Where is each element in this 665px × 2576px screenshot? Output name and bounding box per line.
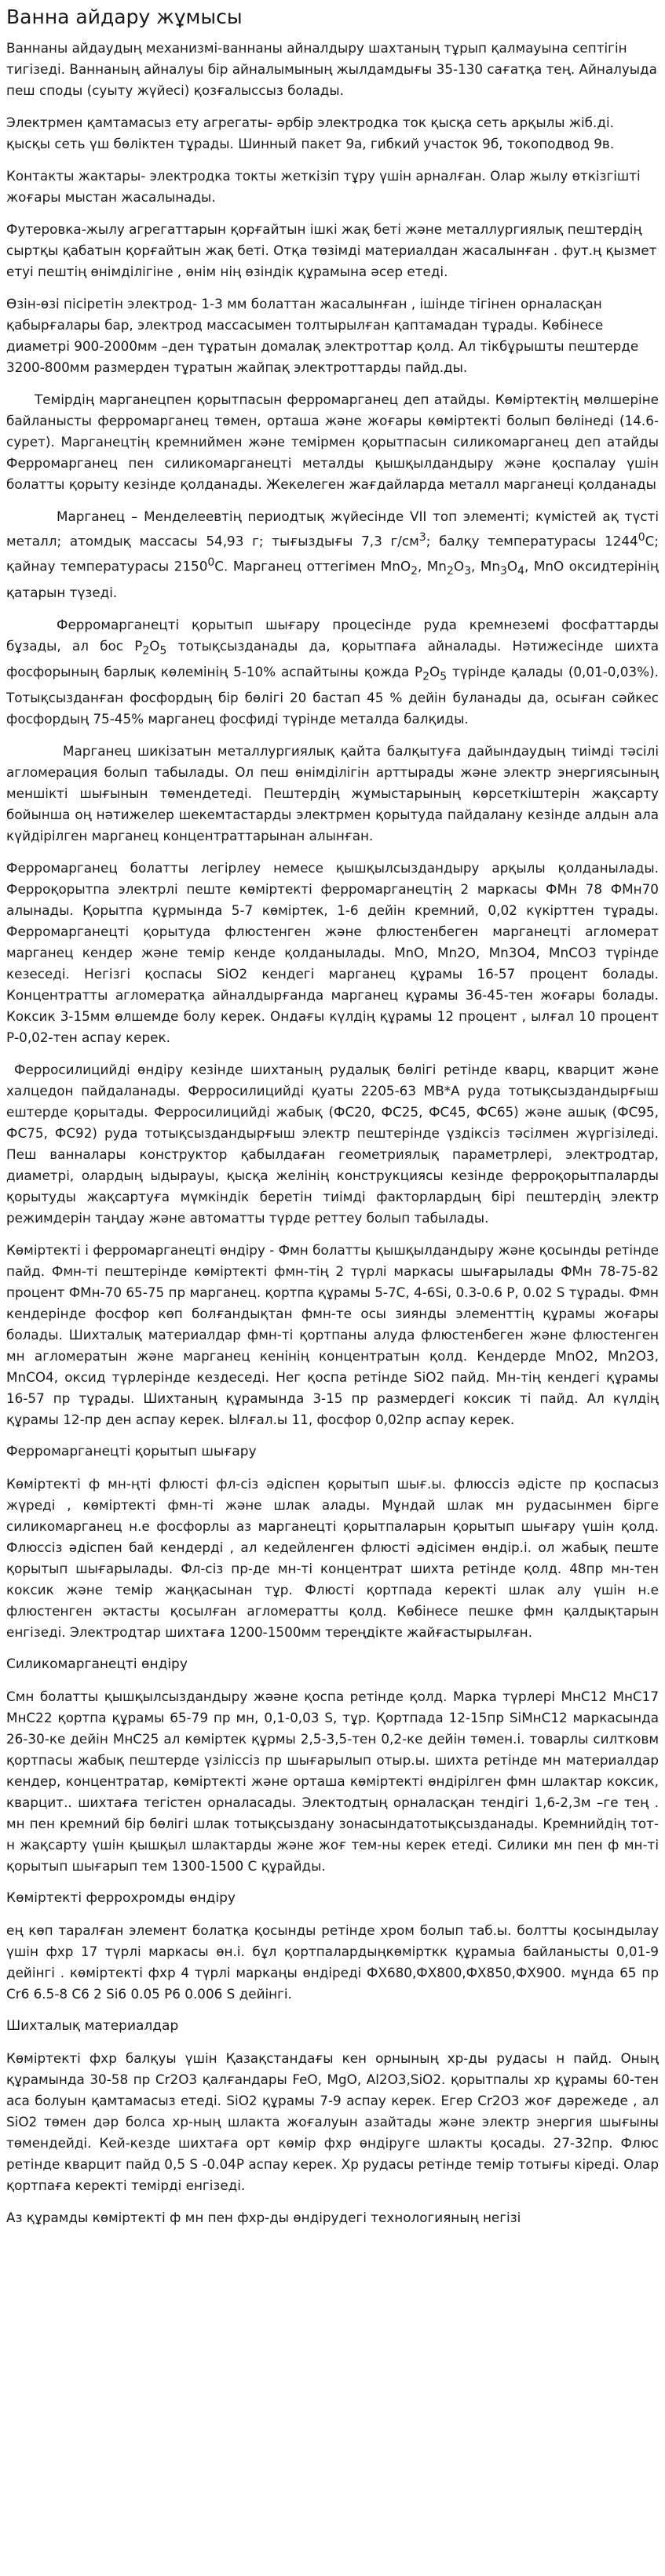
paragraph-flux-methods: Көміртекті ф мн-ңті флюсті фл-сіз әдіспен қорытып шығ.ы. флюссіз әдісте пр қоспасыз жүреді , көміртекті фмн-ті және шлак алады. Мұндай шлак мн рудасынмен бірге силикомарганец н.е фосфорлы аз марганецті қорытпаларын қорытып шығару үшін қолд. Флюссіз әдіспен бай кендерді , ал кедейленген флюсті әдісімен өндір.і. ол жабық пеште қорытып шығарылады. Фл-сіз пр-де мн-ті концентрат шихта ретінде қолд. 48пр мн-тен коксик және темір жаңқасынан тұр. Флюсті қортпада керекті шлак алу үшін н.е флюстенген әктасты қосылған агломератты қолд. Көбінесе пешке фмн қалдықтарын енгізеді. Электродтар шихтаға 1200-1500мм тереңдікте жайғастырылған. — [6, 1476, 659, 1641]
heading-ferromanganese-smelting: Ферромарганецті қорытып шығару — [6, 1444, 257, 1460]
paragraph-ferromanganese-use: Ферромарганец болатты легірлеу немесе қышқылсыздандыру арқылы қолданылады. Ферроқорытпа электрлі пеште көміртекті ферромарганецтің 2 маркасы ФМн 78 ФМн70 алынады. Қорытпа құрмында 5-7 көміртек, 1-6 дейін кремний, 0,02 күкірттен тұрады. Ферромарганецті қорытуда флюстенген және флюстенбеген марганецті агломерат марганец кендер және темір кенде қолданылады. MnO, Mn2O, Mn3O4, MnCO3 түрінде кезеседі. Негізгі қоспасы SiO2 кендегі марганец құрамы 16-57 процент болады. Концентратты агломератқа айналдырғанда марганец құрамы 36-45-тен жоғары болады. Коксик 3-15мм өлшемде болу керек. Ондағы күлдің құрамы 12 процент , ылғал 10 процент Р-0,02-тен аспау керек. — [6, 860, 659, 1046]
paragraph-low-carbon-intro: Аз құрамды көміртекті ф мн пен фхр-ды өндірудегі технологияның негізі — [6, 2210, 521, 2226]
paragraph-manganese-properties: Марганец – Менделеевтің периодтық жүйесінде VII топ элементі; күмістей ақ түсті металл; атомдық массасы 54,93 г; тығыздығы 7,3 $г/см^3$; балқу температурасы 1244$^0$С; қайнау температурасы 2150$^0$С. Марганец оттегімен MnO$_2$, $Mn_2O_3$, $Mn_3O_4$, MnO оксидтерінің қатарын түзеді. — [6, 508, 659, 600]
paragraph-phosphorus-behaviour: Ферромарганецті қорытып шығару процесінде руда кремнеземі фосфаттарды бұзады, ал бос $P_2O_5$ тотықсызданады да, қорытпаға айналады. Нәтижесінде шихта фосфорының барлық көлемінің 5-10% аспайтыны қожда $P_2O_5$ түрінде қалады (0,01-0,03%). Тотықсызданған фосфордың бір бөлігі 20 бастап 45 % дейін буланады да, осыған сәйкес фосфордың 75-45% марганец фосфиді түрінде металда балқиды. — [6, 616, 659, 727]
paragraph-contact-jaws: Контакты жактары- электродка токты жеткізіп тұру үшін арналған. Олар жылу өткізгішті жоғары мыстан жасалынады. — [6, 168, 641, 205]
page-title: Ванна айдару жұмысы — [6, 5, 243, 28]
paragraph-ferrosilicon: Ферросилицийді өндіру кезінде шихтаның рудалық бөлігі ретінде кварц, кварцит және халцедон пайдаланады. Ферросилицийді қуаты 2205-63 МВ*А руда тотықсыздандырғыш ештерде қорытады. Ферросилицийді жабық (ФС20, ФС25, ФС45, ФС65) және ашық (ФС95, ФС75, ФС92) руда тотықсыздандырғыш электр пештерінде үздіксіз тәсілмен жүргізіледі. Пеш ванналары конструктор қабылдаған геометриялық параметрлері, электродтар, диаметрі, олардың ыдырауы, қысқа желінің конструкциясы кезінде ферроқорытпаларды қорытуды жақсартуға мүмкіндік беретін тиімді факторлардың бірі пештердің электр режимдерін таңдау және автоматты түрде реттеу болып табылады. — [6, 1062, 659, 1226]
paragraph-carbon-ferromanganese: Көміртекті і ферромарганецті өндіру - Фмн болатты қышқылдандыру және қосынды ретінде пайд. Фмн-ті пештерінде көміртекті фмн-тің 2 түрлі маркасы шығарылады ФМн 78-75-82 процент ФМн-70 65-75 пр марганец. қортпа құрамы 5-7С, 4-6Si, 0.3-0.6 Р, 0.02 S тұрады. Фмн кендерінде фосфор көп болғандықтан фмн-те осы зиянды элементтің құрамы жоғары болады. Шихталық материалдар фмн-ті қортпаны алуда флюстенбеген және флюстенген мн агломератын және марганец кенінің концентратын қолд. Кендерде MnO2, Mn2O3, MnCO4, оксид түрлерінде кездеседі. Нег қоспа ретінде SiO2 пайд. Мн-тің кендегі құрамы 16-57 пр тұрады. Шихтаның құрамында 3-15 пр размердегі коксик ті пайд. Ал күлдің құрамы 12-пр ден аспау керек. Ылғал.ы 11, фосфор 0,02пр аспау керек. — [6, 1242, 659, 1428]
heading-ferrochrome: Көміртекті феррохромды өндіру — [6, 1890, 236, 1907]
paragraph-self-baking-electrode: Өзін-өзі пісіретін электрод- 1-3 мм болаттан жасалынған , ішінде тігінен орналасқан қабырғалары бар, электрод массасымен толтырылған қаптамадан тұрады. Көбінесе диаметрі 900-2000мм –ден тұратын домалақ электроттар қолд. Ал тікбұрышты пештерде 3200-800мм размерден тұратын жайпақ электроттарды пайд.ды. — [6, 296, 639, 375]
paragraph-bath-rotation: Ваннаны айдаудың механизмі-ваннаны айналдыру шахтаның тұрып қалмауына септігін тигізеді. Ваннаның айналуы бір айналымының жылдамдығы 35-130 сағатқа тең. Айналуыда пеш споды (суыту жүйесі) қозғалыссыз болады. — [6, 40, 657, 98]
heading-charge-materials: Шихталық материалдар — [6, 2018, 179, 2035]
paragraph-charge-materials: Көміртекті фхр балқуы үшін Қазақстандағы кен орнының хр-ды рудасы н пайд. Оның құрамында 30-58 пр Cr2O3 қалғандары FeO, MgO, Al2O3,SiO2. қорытпалы хр құрамы 60-тен аса болуын қамтамасыз етеді. SiO2 құрамы 7-9 аспау керек. Егер Cr2O3 жоғ дәрежеде , ал SiO2 төмен дәр болса хр-ның шлакта жоғалуын азайтады және электр энергия шығыны төмендейді. Кей-кезде шихтаға орт көмір фхр өндіруге шлакты қосады. 27-32пр. Флюс ретінде кварцит пайд 0,5 S -0.04Р аспау керек. Хр рудасы ретінде темір тотығы кіреді. Олар қортпаға керекті темірді енгізеді. — [6, 2050, 659, 2194]
paragraph-silicomanganese: Смн болатты қышқылсыздандыру жәәне қоспа ретінде қолд. Марка түрлері МнС12 МнС17 МнС22 қортпа құрамы 65-79 пр мн, 0,1-0,03 S, тұр. Қортпада 12-15пр SiМнС12 маркасында 26-30-ке дейін МнС25 ал көміртек құрмы 2,5-3,5-тен 0,2-ке дейін төмен.і. товарлы силтковм қортпасы жабық пештерде үзіліссіз пр шығарылып отыр.ы. шихта ретінде мн материалдар кендер, концентратар, көміртекті және орташа көміртекті өндірілген фмн шлактар коксик, кварцит.. шихтаға тегістен орналасады. Электодтың орналасқан тендігі 1,6-2,3м –ге тең . мн пен кремний бір бөлігі шлак тотықсыздану зонасындатотықсызданады. Кремнийдің тот-н жақсарту үшін қышқыл шлактарды және жоғ тем-ны керек етеді. Силики мн пен ф мн-ті қорытып шығарып тем 1300-1500 С құрайды. — [6, 1689, 659, 1875]
paragraph-agglomeration: Марганец шикізатын металлургиялық қайта балқытуға дайындаудың тиімді тәсілі агломерация болып табылады. Ол пеш өнімділігін арттырады және электр энергиясының меншікті шығынын төмендетеді. Пештердің жұмыстарының көрсеткіштерін жақсарту бойынша оң нәтижелер шекемтастарды электрмен қорытуда пайдалану кезінде алдын ала күйдірілген марганец концентраттарынан алынған. — [6, 743, 659, 844]
heading-silicomanganese: Силикомарганецті өндіру — [6, 1656, 188, 1673]
paragraph-ferrochrome: ең көп таралған элемент болатқа қосынды ретінде хром болып таб.ы. болтты қосындылау үшін фхр 17 түрлі маркасы өн.і. бұл қортпалардыңкөмірткк құрамыа байланысты 0,01-9 дейінгі . көміртекті фхр 4 түрлі маркаңы өндіреді ФХ680,ФХ800,ФХ850,ФХ900. мұнда 65 пр Сr6 6.5-8 С6 2 Si6 0.05 P6 0.006 S дейінгі. — [6, 1922, 659, 2002]
paragraph-power-supply: Электрмен қамтамасыз ету агрегаты- әрбір электродка ток қысқа сеть арқылы жіб.ді. қысқы сеть үш бөліктен тұрады. Шинный пакет 9а, гибкий участок 9б, токоподвод 9в. — [6, 115, 615, 151]
paragraph-ferromanganese-def: Темірдің марганецпен қорытпасын ферромарганец деп атайды. Көміртектің мөлшеріне байланысты ферромарганец төмен, орташа және жоғары көміртекті болып бөлінеді (14.6-сурет). Марганецтің кремниймен және темірмен қорытпасын силикомарганец деп атайды Ферромарганец пен силикомарганецті металды қышқылдандыру және қоспалау үшін болатты қорыту кезінде қолданады. Жекелеген жағдайларда металл марганеці қолданады — [6, 392, 659, 492]
paragraph-lining: Футеровка-жылу агрегаттарын қорғайтын ішкі жақ беті және металлургиялық пештердің сыртқы қабатын қорғайтын жақ беті. Отқа төзімді материалдан жасалынған . фут.ң қызмет етуі пештің өнімділігіне , өнім нің өзіндік құрамына әсер етеді. — [6, 221, 657, 279]
